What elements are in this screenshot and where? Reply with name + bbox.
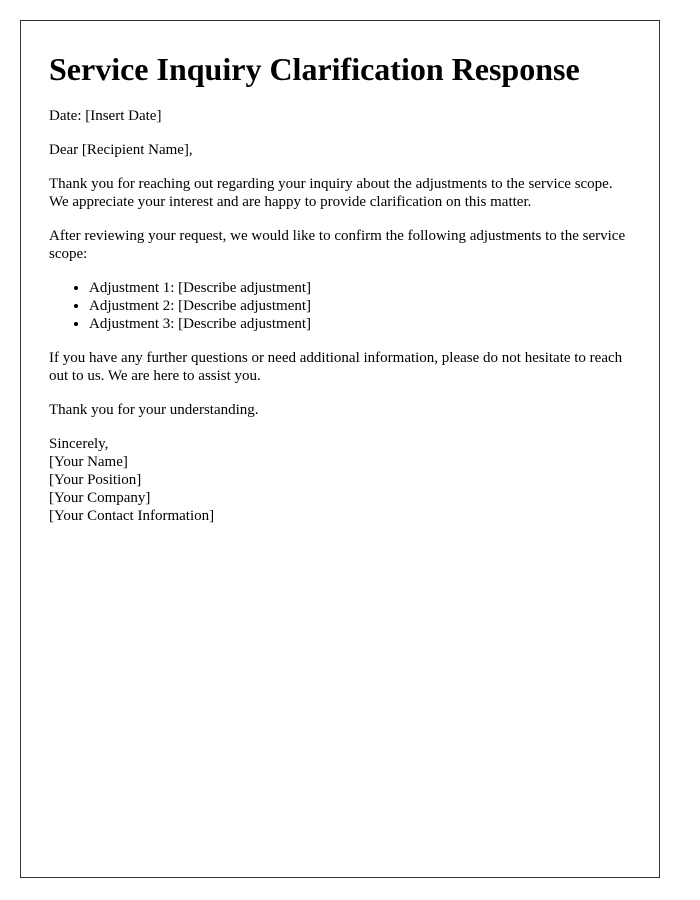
signature-company: [Your Company] [49, 490, 151, 506]
signature-position: [Your Position] [49, 472, 142, 488]
list-item: • Adjustment 1: [Describe adjustment] [89, 279, 631, 297]
salutation: Dear [Recipient Name], [49, 142, 193, 158]
letter-page [20, 20, 660, 878]
list-item: • Adjustment 2: [Describe adjustment] [89, 297, 631, 315]
date-line: Date: [Insert Date] [49, 108, 162, 124]
signature-contact: [Your Contact Information] [49, 508, 215, 524]
page-title: Service Inquiry Clarification Response [49, 51, 580, 87]
signature-name: [Your Name] [49, 454, 128, 470]
letter-body [49, 49, 631, 541]
signature-block [49, 435, 631, 525]
further-questions-paragraph: If you have any further questions or need additional information, please do not hesitate to reach out to us. We are here to assist you. [49, 350, 623, 384]
intro-paragraph: Thank you for reaching out regarding your inquiry about the adjustments to the service scope. We appreciate your interest and are happy to provide clarification on this matter. [49, 176, 613, 210]
closing: Sincerely, [49, 436, 109, 452]
adjustments-list [49, 279, 631, 333]
list-item: • Adjustment 3: [Describe adjustment] [89, 315, 631, 333]
adjustments-intro-paragraph: After reviewing your request, we would like to confirm the following adjustments to the service scope: [49, 228, 626, 262]
thanks-paragraph: Thank you for your understanding. [49, 402, 259, 418]
